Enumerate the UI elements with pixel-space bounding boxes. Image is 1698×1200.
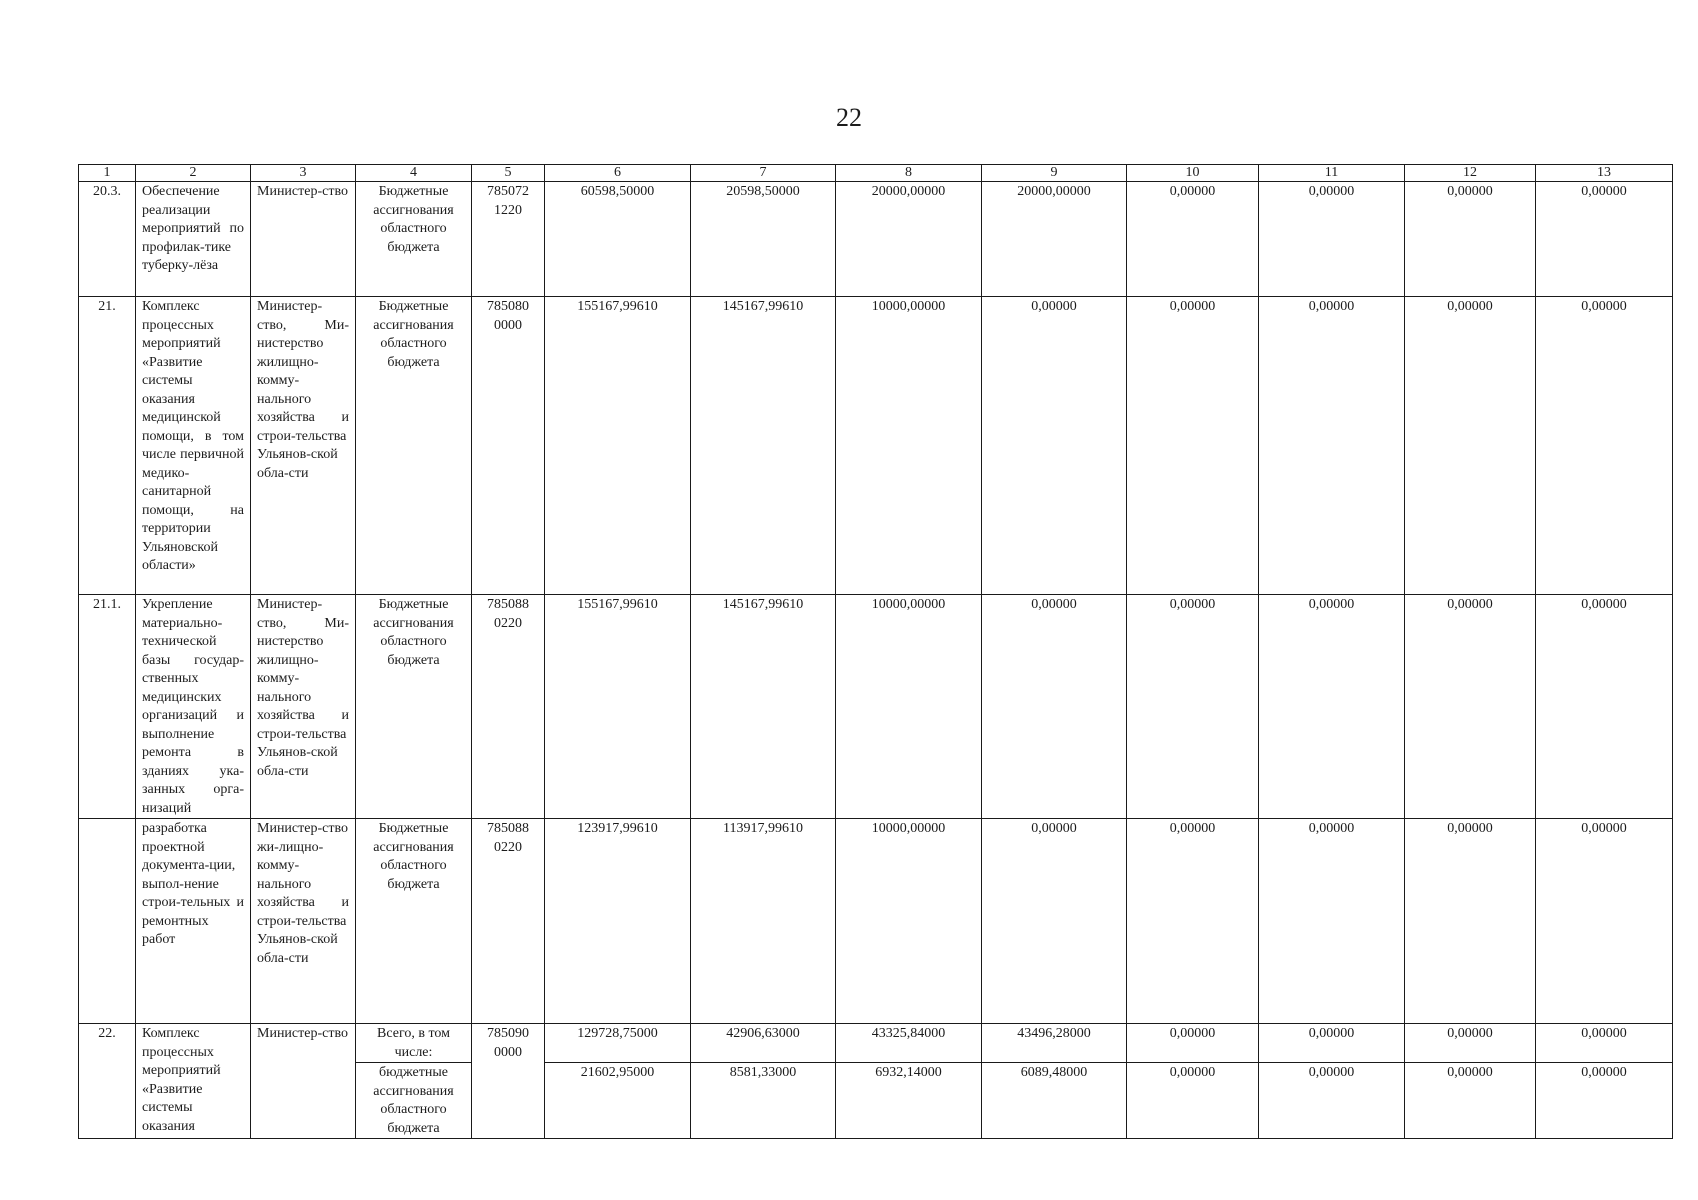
column-number: 4: [356, 165, 472, 182]
row-number: 21.: [79, 297, 136, 595]
amount-cell: 0,00000: [1259, 1024, 1405, 1063]
amount-cell: 0,00000: [1405, 595, 1536, 819]
amount-cell: 145167,99610: [691, 297, 836, 595]
amount-cell: 0,00000: [1536, 182, 1673, 297]
amount-cell: 145167,99610: [691, 595, 836, 819]
amount-cell: 155167,99610: [545, 595, 691, 819]
amount-cell: 0,00000: [1259, 297, 1405, 595]
measure-name: Комплекс процессных мероприятий «Развитие системы оказания: [136, 1024, 251, 1139]
budget-code: 785088 0220: [472, 819, 545, 1024]
funding-source: Бюджетные ассигнования областного бюджета: [356, 297, 472, 595]
amount-cell: 0,00000: [1127, 819, 1259, 1024]
row-number: 22.: [79, 1024, 136, 1139]
responsible-executor: Министер-ство, Ми-нистерство жилищно-комму-нального хозяйства и строи-тельства Ульянов-ской обла-сти: [251, 297, 356, 595]
column-number: 11: [1259, 165, 1405, 182]
amount-cell: 0,00000: [1536, 297, 1673, 595]
funding-source: Бюджетные ассигнования областного бюджета: [356, 182, 472, 297]
budget-code: 785090 0000: [472, 1024, 545, 1139]
column-number: 3: [251, 165, 356, 182]
amount-cell: 43325,84000: [836, 1024, 982, 1063]
funding-source: бюджетные ассигнования областного бюджета: [356, 1063, 472, 1139]
budget-code: 785080 0000: [472, 297, 545, 595]
funding-source: Бюджетные ассигнования областного бюджета: [356, 595, 472, 819]
table-row: [79, 595, 1673, 819]
column-number: 13: [1536, 165, 1673, 182]
amount-cell: 60598,50000: [545, 182, 691, 297]
amount-cell: 0,00000: [1259, 182, 1405, 297]
amount-cell: 0,00000: [1127, 297, 1259, 595]
amount-cell: 113917,99610: [691, 819, 836, 1024]
amount-cell: 0,00000: [1127, 595, 1259, 819]
amount-cell: 10000,00000: [836, 297, 982, 595]
column-number: 2: [136, 165, 251, 182]
amount-cell: 0,00000: [1127, 182, 1259, 297]
amount-cell: 20000,00000: [982, 182, 1127, 297]
column-number: 6: [545, 165, 691, 182]
column-number: 7: [691, 165, 836, 182]
table-row: [79, 297, 1673, 595]
responsible-executor: Министер-ство, Ми-нистерство жилищно-комму-нального хозяйства и строи-тельства Ульянов-ской обла-сти: [251, 595, 356, 819]
column-number: 8: [836, 165, 982, 182]
amount-cell: 20598,50000: [691, 182, 836, 297]
measure-name: Укрепление материально-технической базы государ-ственных медицинских организаций и выполнение ремонта в зданиях ука-занных орга-низаций: [136, 595, 251, 819]
measure-name: разработка проектной документа-ции, выпол-нение строи-тельных и ремонтных работ: [136, 819, 251, 1024]
amount-cell: 0,00000: [1536, 1024, 1673, 1063]
table-row: [79, 1024, 1673, 1063]
amount-cell: 0,00000: [1405, 182, 1536, 297]
amount-cell: 20000,00000: [836, 182, 982, 297]
column-number: 5: [472, 165, 545, 182]
column-number: 12: [1405, 165, 1536, 182]
amount-cell: 0,00000: [1259, 595, 1405, 819]
amount-cell: 6089,48000: [982, 1063, 1127, 1139]
amount-cell: 123917,99610: [545, 819, 691, 1024]
amount-cell: 0,00000: [1405, 819, 1536, 1024]
budget-table: [78, 164, 1673, 1139]
amount-cell: 42906,63000: [691, 1024, 836, 1063]
amount-cell: 0,00000: [1405, 297, 1536, 595]
responsible-executor: Министер-ство жи-лищно-комму-нального хозяйства и строи-тельства Ульянов-ской обла-сти: [251, 819, 356, 1024]
amount-cell: 0,00000: [982, 595, 1127, 819]
funding-source-total: Всего, в том числе:: [356, 1024, 472, 1063]
amount-cell: 0,00000: [1259, 1063, 1405, 1139]
page-number: 22: [836, 103, 862, 132]
measure-name: Обеспечение реализации мероприятий по профилак-тике туберку-лёза: [136, 182, 251, 297]
amount-cell: 0,00000: [1536, 819, 1673, 1024]
column-number-row: [79, 165, 1673, 182]
amount-cell: 0,00000: [1259, 819, 1405, 1024]
amount-cell: 21602,95000: [545, 1063, 691, 1139]
column-number: 1: [79, 165, 136, 182]
amount-cell: 0,00000: [982, 297, 1127, 595]
responsible-executor: Министер-ство: [251, 1024, 356, 1139]
amount-cell: 155167,99610: [545, 297, 691, 595]
amount-cell: 8581,33000: [691, 1063, 836, 1139]
table-row: [79, 819, 1673, 1024]
amount-cell: 0,00000: [1536, 1063, 1673, 1139]
amount-cell: 0,00000: [982, 819, 1127, 1024]
measure-name: Комплекс процессных мероприятий «Развитие системы оказания медицинской помощи, в том числе первичной медико-санитарной помощи, на территории Ульяновской области»: [136, 297, 251, 595]
responsible-executor: Министер-ство: [251, 182, 356, 297]
amount-cell: 129728,75000: [545, 1024, 691, 1063]
table-row: [79, 182, 1673, 297]
column-number: 9: [982, 165, 1127, 182]
amount-cell: 10000,00000: [836, 595, 982, 819]
budget-code: 785072 1220: [472, 182, 545, 297]
amount-cell: 0,00000: [1405, 1063, 1536, 1139]
row-number: 20.3.: [79, 182, 136, 297]
budget-code: 785088 0220: [472, 595, 545, 819]
amount-cell: 10000,00000: [836, 819, 982, 1024]
column-number: 10: [1127, 165, 1259, 182]
amount-cell: 0,00000: [1127, 1024, 1259, 1063]
row-number: 21.1.: [79, 595, 136, 819]
row-number: [79, 819, 136, 1024]
amount-cell: 6932,14000: [836, 1063, 982, 1139]
amount-cell: 0,00000: [1405, 1024, 1536, 1063]
amount-cell: 0,00000: [1127, 1063, 1259, 1139]
amount-cell: 0,00000: [1536, 595, 1673, 819]
funding-source: Бюджетные ассигнования областного бюджета: [356, 819, 472, 1024]
amount-cell: 43496,28000: [982, 1024, 1127, 1063]
